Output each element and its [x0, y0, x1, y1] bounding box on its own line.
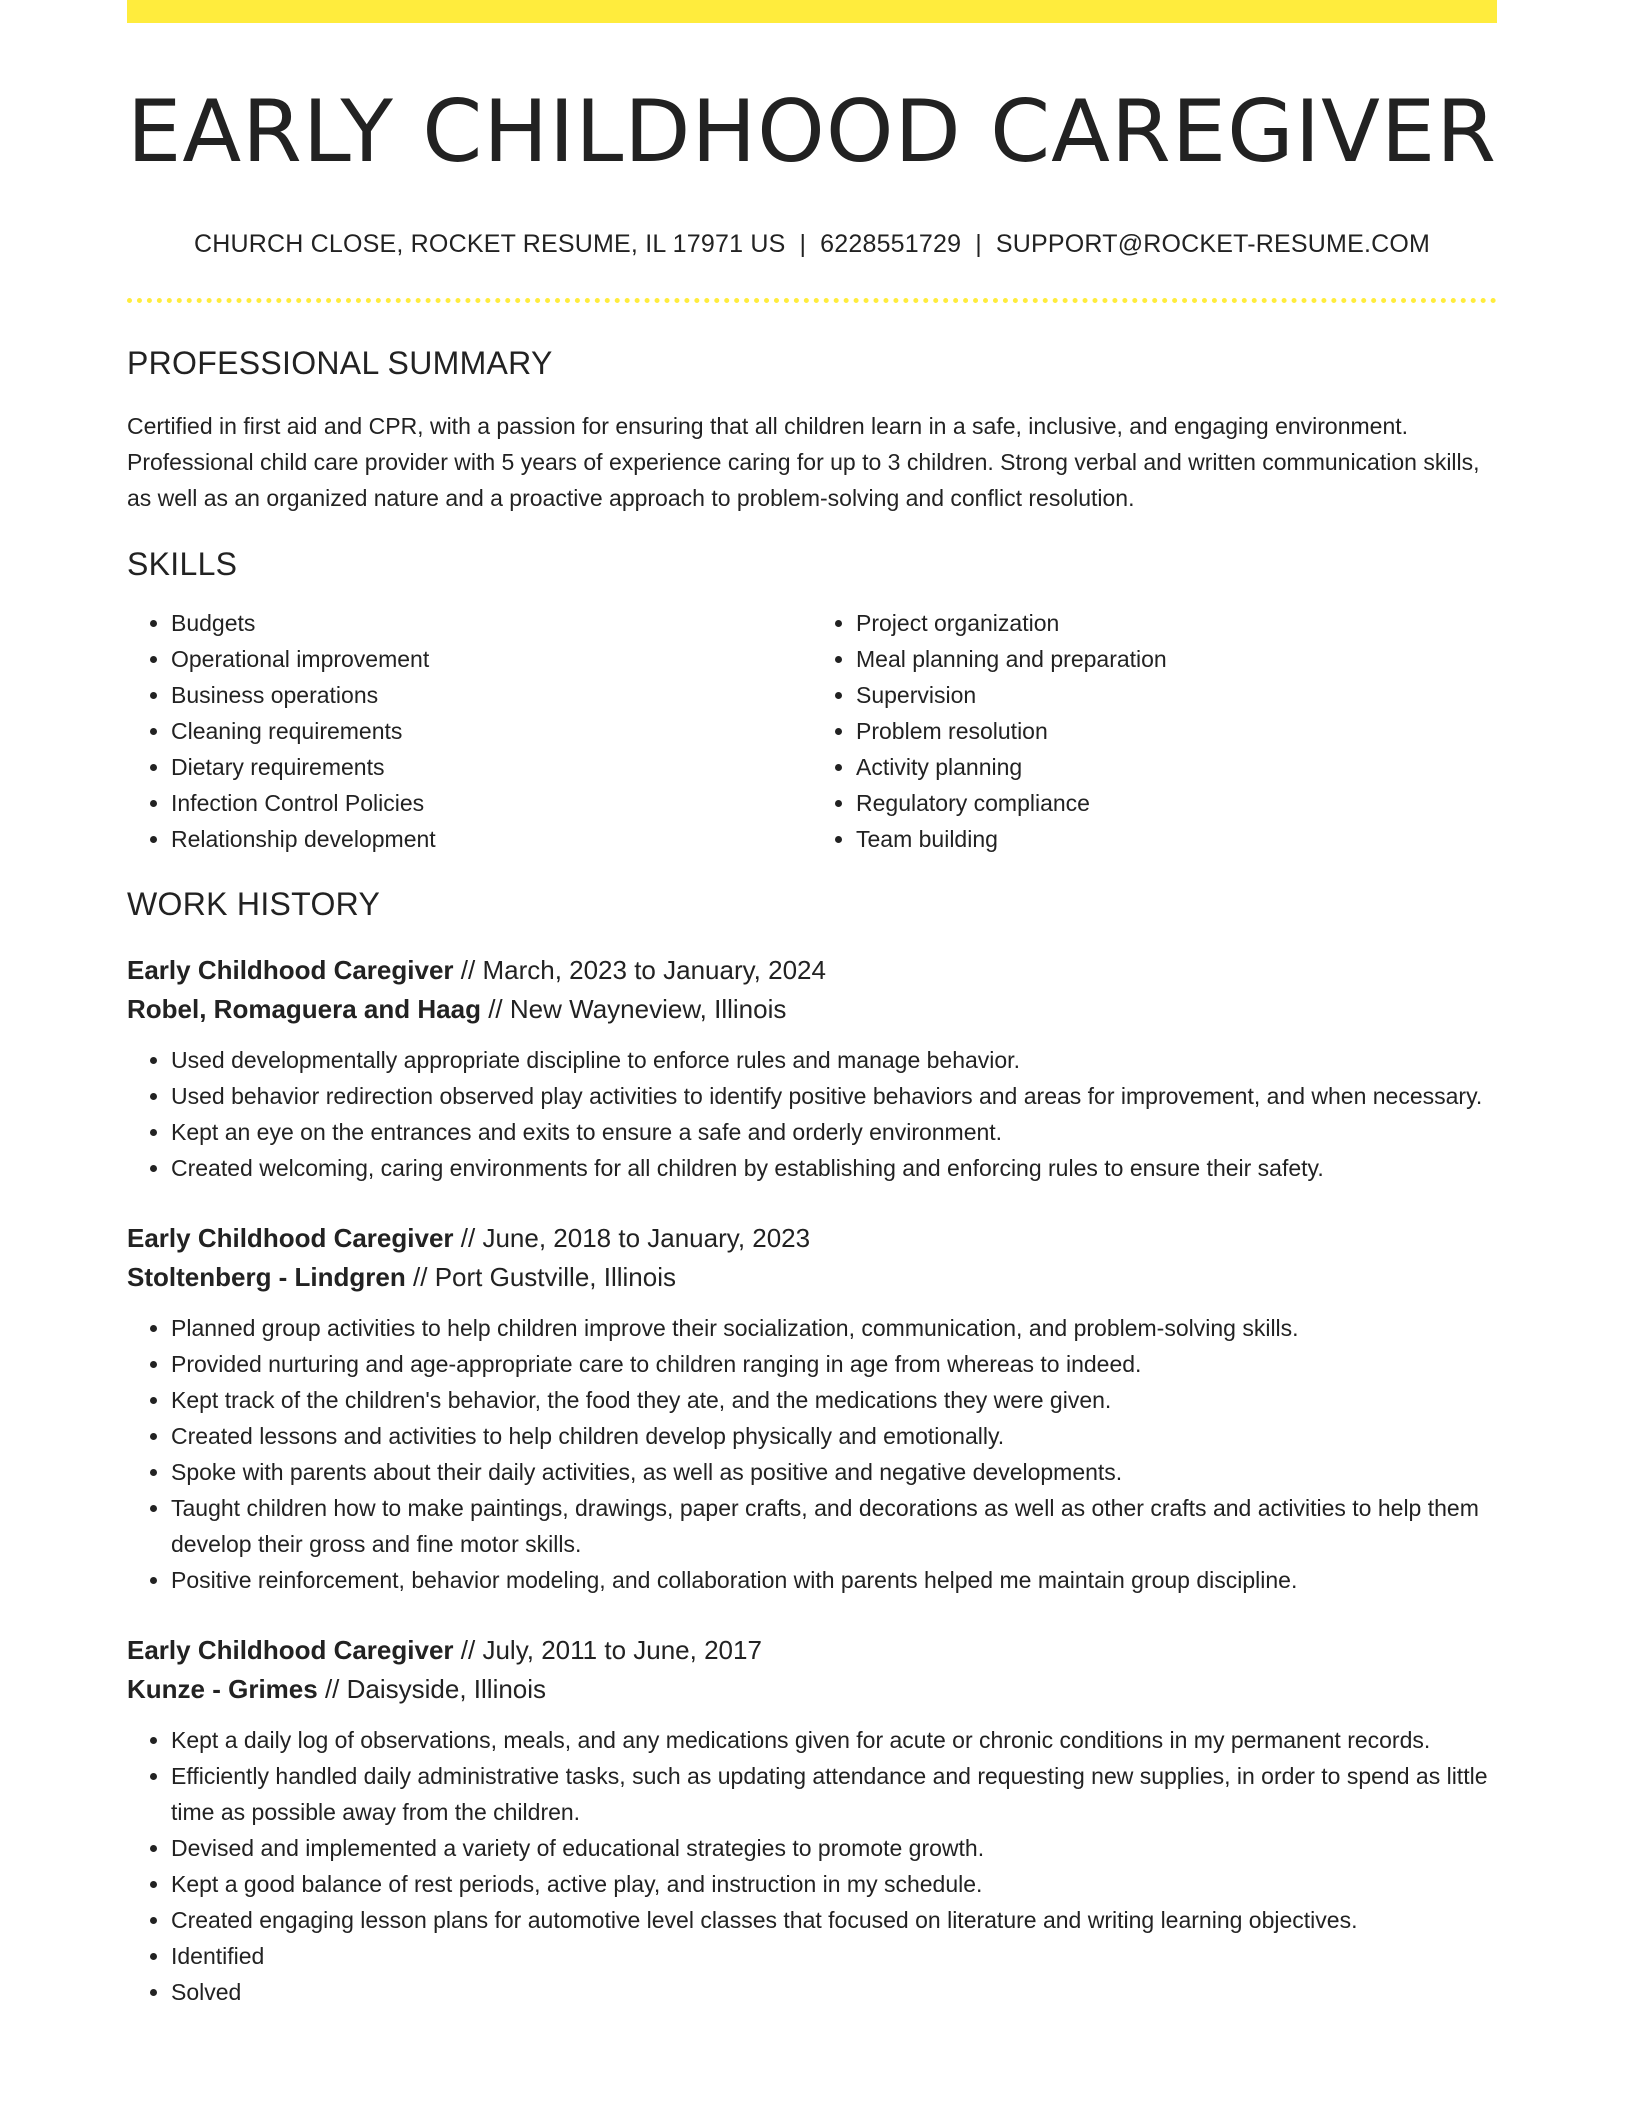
job-separator: //	[460, 1634, 476, 1665]
job-bullet: • Spoke with parents about their daily activities, as well as positive and negative developments.	[171, 1454, 1497, 1490]
job-title: Early Childhood Caregiver	[127, 954, 454, 985]
job-title: Early Childhood Caregiver	[127, 1222, 454, 1253]
job-bullet: • Used behavior redirection observed play activities to identify positive behaviors and areas for improvement, and when necessary.	[171, 1078, 1497, 1114]
job-bullets	[127, 1722, 1497, 2010]
skill-item: • Project organization	[856, 605, 1497, 641]
skill-item: • Business operations	[171, 677, 812, 713]
job-bullet: • Kept a good balance of rest periods, active play, and instruction in my schedule.	[171, 1866, 1497, 1902]
job-separator: //	[413, 1261, 428, 1292]
job-company: Kunze - Grimes	[127, 1673, 318, 1704]
job-title: Early Childhood Caregiver	[127, 1634, 454, 1665]
job-title-line	[127, 1219, 1497, 1258]
skills-heading: SKILLS	[127, 545, 238, 582]
job-bullet: • Used developmentally appropriate discipline to enforce rules and manage behavior.	[171, 1042, 1497, 1078]
job-separator: //	[324, 1673, 340, 1704]
skill-item: • Operational improvement	[171, 641, 812, 677]
skill-item: • Meal planning and preparation	[856, 641, 1497, 677]
skill-item: • Relationship development	[171, 821, 812, 857]
job-dates: March, 2023 to January, 2024	[482, 954, 826, 985]
skills-list-left	[127, 605, 812, 857]
job-bullet: • Created lessons and activities to help children develop physically and emotionally.	[171, 1418, 1497, 1454]
job-bullet: • Kept track of the children's behavior, the food they ate, and the medications they were given.	[171, 1382, 1497, 1418]
job-bullet: • Devised and implemented a variety of educational strategies to promote growth.	[171, 1830, 1497, 1866]
skill-item: • Cleaning requirements	[171, 713, 812, 749]
job-bullet: • Identified	[171, 1938, 1497, 1974]
contact-phone[interactable]: 6228551729	[820, 229, 962, 258]
job-entry	[127, 1219, 1497, 1598]
skill-item: • Regulatory compliance	[856, 785, 1497, 821]
job-title-line	[127, 1631, 1497, 1670]
job-separator: //	[460, 954, 476, 985]
summary-text: Certified in first aid and CPR, with a passion for ensuring that all children learn in a safe, inclusive, and engaging environment. Professional child care provider with 5 years of experience caring for up to 3 children. Strong verbal and written communication skills, as well as an organized nature and a proactive approach to problem-solving and conflict resolution.	[127, 412, 1480, 511]
job-bullet: • Kept an eye on the entrances and exits to ensure a safe and orderly environment.	[171, 1114, 1497, 1150]
job-bullet: • Taught children how to make paintings, drawings, paper crafts, and decorations as well as other crafts and activities to help them develop their gross and fine motor skills.	[171, 1490, 1497, 1562]
job-dates: June, 2018 to January, 2023	[482, 1222, 811, 1253]
job-separator: //	[488, 993, 503, 1024]
job-entry	[127, 1631, 1497, 2010]
contact-line	[127, 230, 1497, 259]
job-location: Daisyside, Illinois	[346, 1673, 547, 1704]
skill-item: • Budgets	[171, 605, 812, 641]
job-dates: July, 2011 to June, 2017	[482, 1634, 762, 1665]
job-bullet: • Efficiently handled daily administrative tasks, such as updating attendance and requesting new supplies, in order to spend as little time as possible away from the children.	[171, 1758, 1497, 1830]
contact-email[interactable]: SUPPORT@ROCKET-RESUME.COM	[995, 229, 1431, 258]
job-company: Stoltenberg - Lindgren	[127, 1261, 406, 1292]
contact-address: CHURCH CLOSE, ROCKET RESUME, IL 17971 US	[193, 229, 786, 258]
contact-separator: |	[975, 229, 982, 258]
job-bullet: • Created engaging lesson plans for automotive level classes that focused on literature and writing learning objectives.	[171, 1902, 1497, 1938]
job-company: Robel, Romaguera and Haag	[127, 993, 481, 1024]
job-bullets	[127, 1310, 1497, 1598]
dotted-divider	[127, 298, 1497, 303]
job-bullet: • Planned group activities to help children improve their socialization, communication, and problem-solving skills.	[171, 1310, 1497, 1346]
job-company-line	[127, 1258, 1497, 1297]
job-location: Port Gustville, Illinois	[434, 1261, 676, 1292]
accent-top-bar	[127, 0, 1497, 23]
contact-separator: |	[799, 229, 807, 258]
job-bullet: • Positive reinforcement, behavior modeling, and collaboration with parents helped me maintain group discipline.	[171, 1562, 1497, 1598]
resume-page	[127, 0, 1497, 2010]
job-bullets	[127, 1042, 1497, 1186]
job-company-line	[127, 990, 1497, 1029]
skill-item: • Dietary requirements	[171, 749, 812, 785]
skill-item: • Infection Control Policies	[171, 785, 812, 821]
skill-item: • Supervision	[856, 677, 1497, 713]
job-bullet: • Provided nurturing and age-appropriate care to children ranging in age from whereas to indeed.	[171, 1346, 1497, 1382]
resume-name: EARLY CHILDHOOD CAREGIVER	[127, 82, 1498, 182]
work-history-list	[127, 951, 1497, 2010]
work-history-heading: WORK HISTORY	[127, 885, 381, 922]
skill-item: • Team building	[856, 821, 1497, 857]
skill-item: • Activity planning	[856, 749, 1497, 785]
skill-item: • Problem resolution	[856, 713, 1497, 749]
job-bullet: • Kept a daily log of observations, meals, and any medications given for acute or chronic conditions in my permanent records.	[171, 1722, 1497, 1758]
skills-list-right	[812, 605, 1497, 857]
job-separator: //	[460, 1222, 476, 1253]
job-bullet: • Created welcoming, caring environments for all children by establishing and enforcing rules to ensure their safety.	[171, 1150, 1497, 1186]
job-company-line	[127, 1670, 1497, 1709]
job-entry	[127, 951, 1497, 1186]
job-location: New Wayneview, Illinois	[509, 993, 787, 1024]
skills-columns	[127, 605, 1497, 857]
job-title-line	[127, 951, 1497, 990]
summary-heading: PROFESSIONAL SUMMARY	[127, 344, 553, 381]
job-bullet: • Solved	[171, 1974, 1497, 2010]
